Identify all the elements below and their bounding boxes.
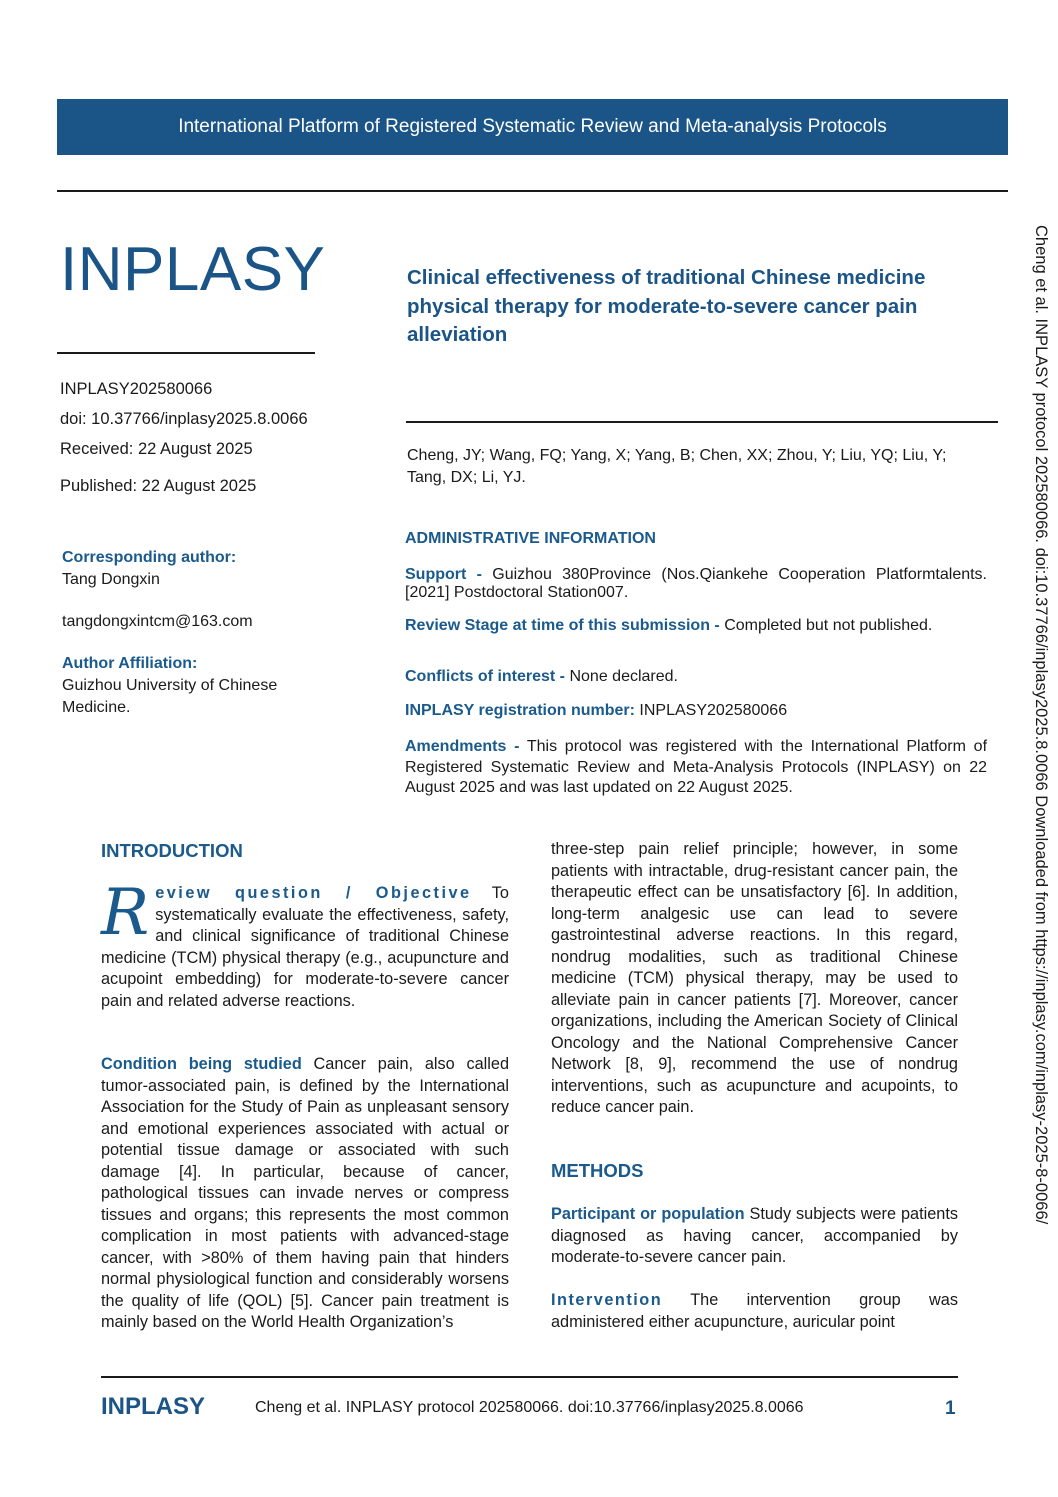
participant-text: Study subjects were patients diagnosed as having cancer, accompanied by moderate-to-severe cancer pain. [551,1205,958,1266]
page-number: 1 [945,1398,956,1419]
corresponding-author-email[interactable]: tangdongxintcm@163.com [62,613,253,630]
review-stage-label: Review Stage at time of this submission - [405,617,720,634]
banner-text: International Platform of Registered Systematic Review and Meta-analysis Protocols [178,116,887,137]
admin-amendments [405,737,987,799]
intervention-text: The intervention group was administered either acupuncture, auricular point [551,1291,958,1331]
introduction-continued: three-step pain relief principle; however, in some patients with intractable, drug-resistant cancer pain, the therapeutic effect can be unsatisfactory [6]. In addition, long-term analgesic use can lead to severe gastrointestinal adverse reactions. In this regard, nondrug modalities, such as traditional Chinese medicine (TCM) physical therapy, may be used to alleviate pain in cancer patients [7]. Moreover, cancer organizations, including the American Society of Clinical Oncology and the National Comprehensive Cancer Network [8, 9], recommend the use of nondrug interventions, such as acupuncture and acupoints, to reduce cancer pain. [551,840,958,1116]
participant-label: Participant or population [551,1205,745,1223]
drop-cap: R [101,876,150,950]
registration-number-text: INPLASY202580066 [639,702,788,719]
condition-paragraph [101,1054,509,1334]
amendments-label: Amendments - [405,738,520,755]
intervention-label: Intervention [551,1291,663,1309]
article-title: Clinical effectiveness of traditional Chinese medicine physical therapy for moderate-to-severe cancer pain alleviation [407,266,926,346]
conflicts-text: None declared. [569,668,678,685]
review-stage-text: Completed but not published. [724,617,933,634]
conflicts-label: Conflicts of interest - [405,668,566,685]
review-question-label: eview question / Objective [155,884,472,902]
footer-rule [101,1376,958,1378]
review-question-text: To systematically evaluate the effectiveness, safety, and clinical significance of traditional Chinese medicine (TCM) physical therapy (e.g., acupuncture and acupoint embedding) for moderate-to-severe cancer pain and related adverse reactions. [101,884,509,1010]
running-head: Cheng et al. INPLASY protocol 202580066. doi:10.37766/inplasy2025.8.0066 Downloaded from https://inplasy.com/inplasy-2025-8-0066/ [1032,225,1050,1225]
admin-conflicts [405,668,987,686]
intervention-paragraph [551,1290,958,1333]
author-list: Cheng, JY; Wang, FQ; Yang, X; Yang, B; Chen, XX; Zhou, Y; Liu, YQ; Liu, Y; Tang, DX; Li, YJ. [407,447,947,486]
admin-review-stage [405,617,987,635]
review-question-paragraph [101,876,509,1012]
methods-heading: METHODS [551,1160,644,1181]
introduction-heading: INTRODUCTION [101,840,243,861]
doi[interactable]: doi: 10.37766/inplasy2025.8.0066 [60,410,308,428]
condition-text: Cancer pain, also called tumor-associated pain, is defined by the International Association for the Study of Pain as unpleasant sensory and emotional experiences associated with actual or potential tissue damage or associated with such damage [4]. In particular, because of cancer, pathological tissues can invade nerves or compress tissues and organs; this represents the most common complication in most patients with advanced-stage cancer, with >80% of them having pain that hinders normal physiological function and considerably worsens the quality of life (QOL) [5]. Cancer pain treatment is mainly based on the World Health Organization’s [101,1055,509,1331]
amendments-text: This protocol was registered with the International Platform of Registered Systematic Review and Meta-Analysis Protocols (INPLASY) on 22 August 2025 and was last updated on 22 August 2025. [405,738,988,796]
admin-heading: ADMINISTRATIVE INFORMATION [405,530,656,547]
support-text: Guizhou 380Province (Nos.Qiankehe Cooperation Platformtalents. [2021] Postdoctoral Station007. [405,566,988,601]
condition-label: Condition being studied [101,1055,302,1073]
footer-logo: INPLASY [101,1393,206,1420]
admin-registration-number [405,702,987,720]
title-rule [406,421,998,423]
journal-banner [57,99,1008,155]
corresponding-author-label: Corresponding author: [62,549,237,566]
affiliation-text: Guizhou University of Chinese Medicine. [62,677,278,716]
registration-number-label: INPLASY registration number: [405,702,635,719]
support-label: Support - [405,566,482,583]
inplasy-logo: INPLASY [60,235,326,304]
participant-paragraph [551,1204,958,1269]
footer-citation: Cheng et al. INPLASY protocol 202580066. doi:10.37766/inplasy2025.8.0066 [255,1399,804,1416]
header-rule [57,190,1008,192]
affiliation-label: Author Affiliation: [62,655,198,672]
admin-support [405,566,987,602]
published-date: Published: 22 August 2025 [60,477,257,495]
logo-rule [57,352,315,354]
corresponding-author-name: Tang Dongxin [62,571,160,588]
registration-id: INPLASY202580066 [60,380,213,398]
received-date: Received: 22 August 2025 [60,440,253,458]
